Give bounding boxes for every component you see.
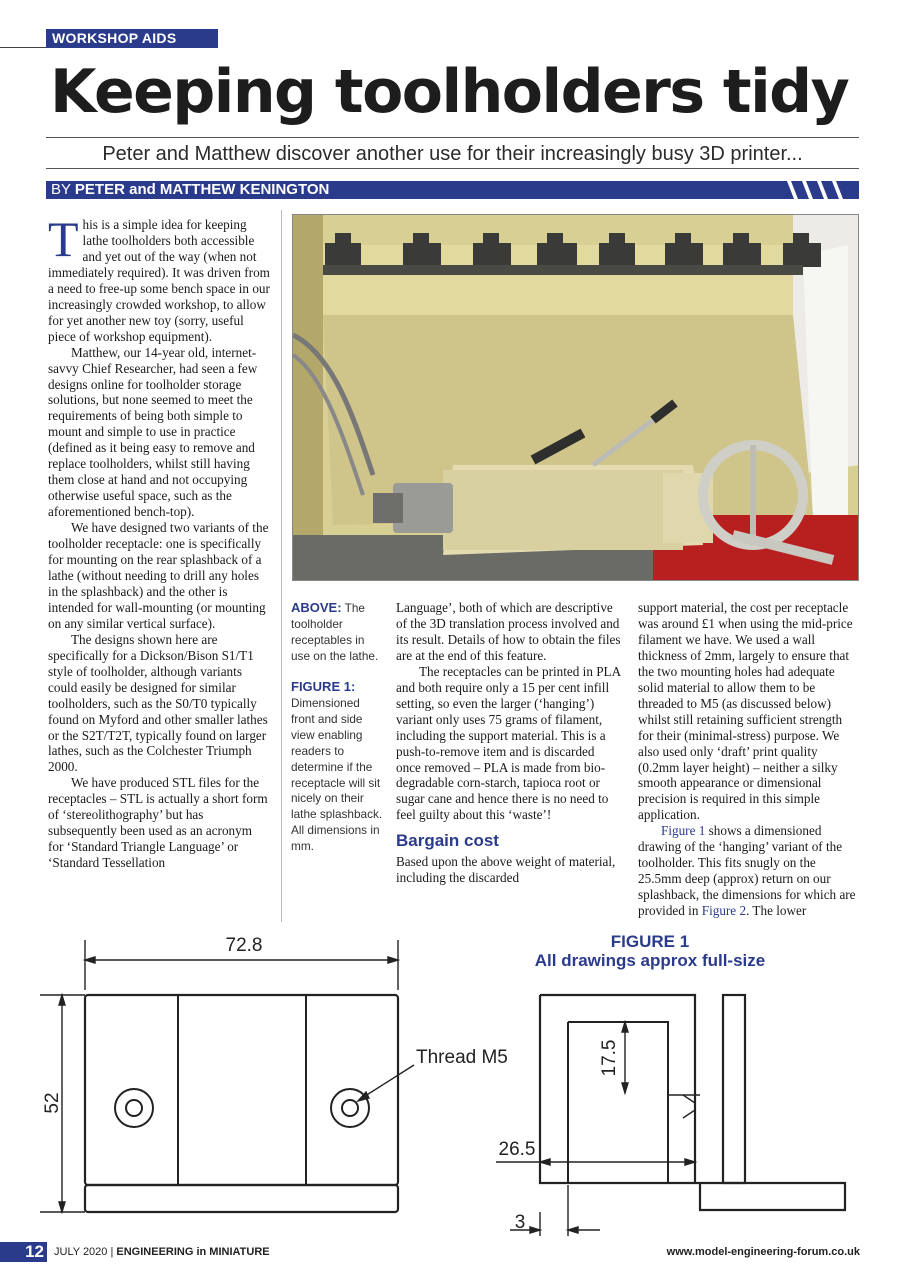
byline-authors: PETER and MATTHEW KENINGTON xyxy=(74,181,330,198)
paragraph: Based upon the above weight of material, including the discarded xyxy=(396,854,616,886)
paragraph: We have produced STL files for the receptacles – STL is actually a short form of ‘stereolithography’ but has subsequently been used as an acronym for ‘Standard Triangle Language’ or ‘Standard Tessellation xyxy=(48,775,268,871)
dim-height-label: 52 xyxy=(42,1092,63,1114)
website-url: www.model-engineering-forum.co.uk xyxy=(666,1246,860,1258)
body-column-4 xyxy=(638,600,860,919)
lathe-photo xyxy=(292,214,859,581)
subheading: Bargain cost xyxy=(396,831,499,851)
page-footer xyxy=(0,1242,906,1262)
section-tag-rule xyxy=(0,47,46,48)
figure-reference: Figure 1 xyxy=(661,823,706,839)
section-tag: WORKSHOP AIDS xyxy=(46,29,218,48)
body-column-1 xyxy=(48,211,270,871)
paragraph: This is a simple idea for keeping lathe toolholders both accessible and yet out of the way (when not immediately required). It was driven from a need to free-up some bench space in our increasingly crowded workshop, to allow for yet another new toy (sorry, useful piece of workshop equipment). xyxy=(48,211,270,344)
caption-above: ABOVE: The toolholder receptables in use on the lathe. xyxy=(291,600,379,663)
byline-prefix: BY xyxy=(51,181,71,198)
body-column-3 xyxy=(396,600,622,886)
figure-title: FIGURE 1 All drawings approx full-size xyxy=(534,932,766,970)
standfirst: Peter and Matthew discover another use for their increasingly busy 3D printer... xyxy=(102,143,803,165)
dim-wall-label: 3 xyxy=(514,1212,526,1233)
byline xyxy=(46,181,784,199)
figure-reference: Figure 2 xyxy=(701,903,747,919)
paragraph: Language’, both of which are descriptive of the 3D translation process involved and its result. Details of how to obtain the files are at the end of this feature. xyxy=(396,600,621,663)
paragraph: The designs shown here are specifically for a Dickson/Bison S1/T1 style of toolholder, although variants could easily be designed for similar toolholders, such as the S0/T0 typically found on Myford and other smaller lathes or the S2T/T2T, typically found on larger lathes, such as the Colchester Triumph 2000. xyxy=(48,631,268,775)
dim-depth-label: 26.5 xyxy=(498,1139,536,1160)
divider xyxy=(46,137,859,138)
page-number: 12 xyxy=(0,1242,47,1262)
byline-stripes xyxy=(784,181,859,199)
paragraph: The receptacles can be printed in PLA and both require only a 15 per cent infill setting, so even the larger (‘hanging’) variant only uses 75 grams of filament, including the support material. This is a push-to-remove item and is discarded once removed – PLA is made from bio-degradable corn-starch, tapioca root or sugar cane and hence there is no need to feel guilty about this ‘waste’! xyxy=(396,663,621,823)
dim-width-label: 72.8 xyxy=(225,935,263,956)
dim-return-label: 17.5 xyxy=(599,1039,620,1077)
drop-cap: T xyxy=(48,211,79,267)
page-title: Keeping toolholders tidy xyxy=(50,57,849,127)
caption-figure-1: FIGURE 1: Dimensioned front and side view enabling readers to determine if the receptacle will sit nicely on their lathe splashback. All dimensions in mm. xyxy=(291,678,383,854)
paragraph: We have designed two variants of the toolholder receptacle: one is specifically for mounting on the rear splashback of a lathe (without needing to drill any holes in the splashback) and the other is intended for wall-mounting (or mounting on any similar vertical surface). xyxy=(48,520,269,631)
technical-drawing xyxy=(0,928,906,1238)
paragraph: Figure 1 shows a dimensioned drawing of the ‘hanging’ variant of the toolholder. This fits snugly on the 25.5mm deep (approx) return on our splashback, the dimensions for which are provided in Figure 2. The lower xyxy=(638,823,856,919)
paragraph: Matthew, our 14-year old, internet-savvy Chief Researcher, had seen a few designs online for toolholder storage solutions, but none seemed to meet the requirements of being both simple to mount and simple to use in practice (defined as it being easy to remove and replace toolholders, whilst still having them close at hand and not occupying otherwise useful space, such as the aforementioned bench-top). xyxy=(48,344,258,520)
photo-captions xyxy=(291,600,383,855)
paragraph: support material, the cost per receptacle was around £1 when using the mid-price filament we have. We used a wall thickness of 2mm, largely to ensure that the two mounting holes had adequate solid material to allow them to be threaded to M5 (as discussed below) whilst still retaining sufficient strength for their (minimal-stress) purpose. We also used only ‘draft’ print quality (0.2mm layer height) – neither a silky smooth appearance or dimensional precision is required in this simple application. xyxy=(638,600,853,823)
divider xyxy=(46,168,859,169)
column-divider xyxy=(281,210,282,922)
thread-label: Thread M5 xyxy=(416,1047,508,1068)
issue-info: JULY 2020 | ENGINEERING in MINIATURE xyxy=(54,1246,270,1258)
